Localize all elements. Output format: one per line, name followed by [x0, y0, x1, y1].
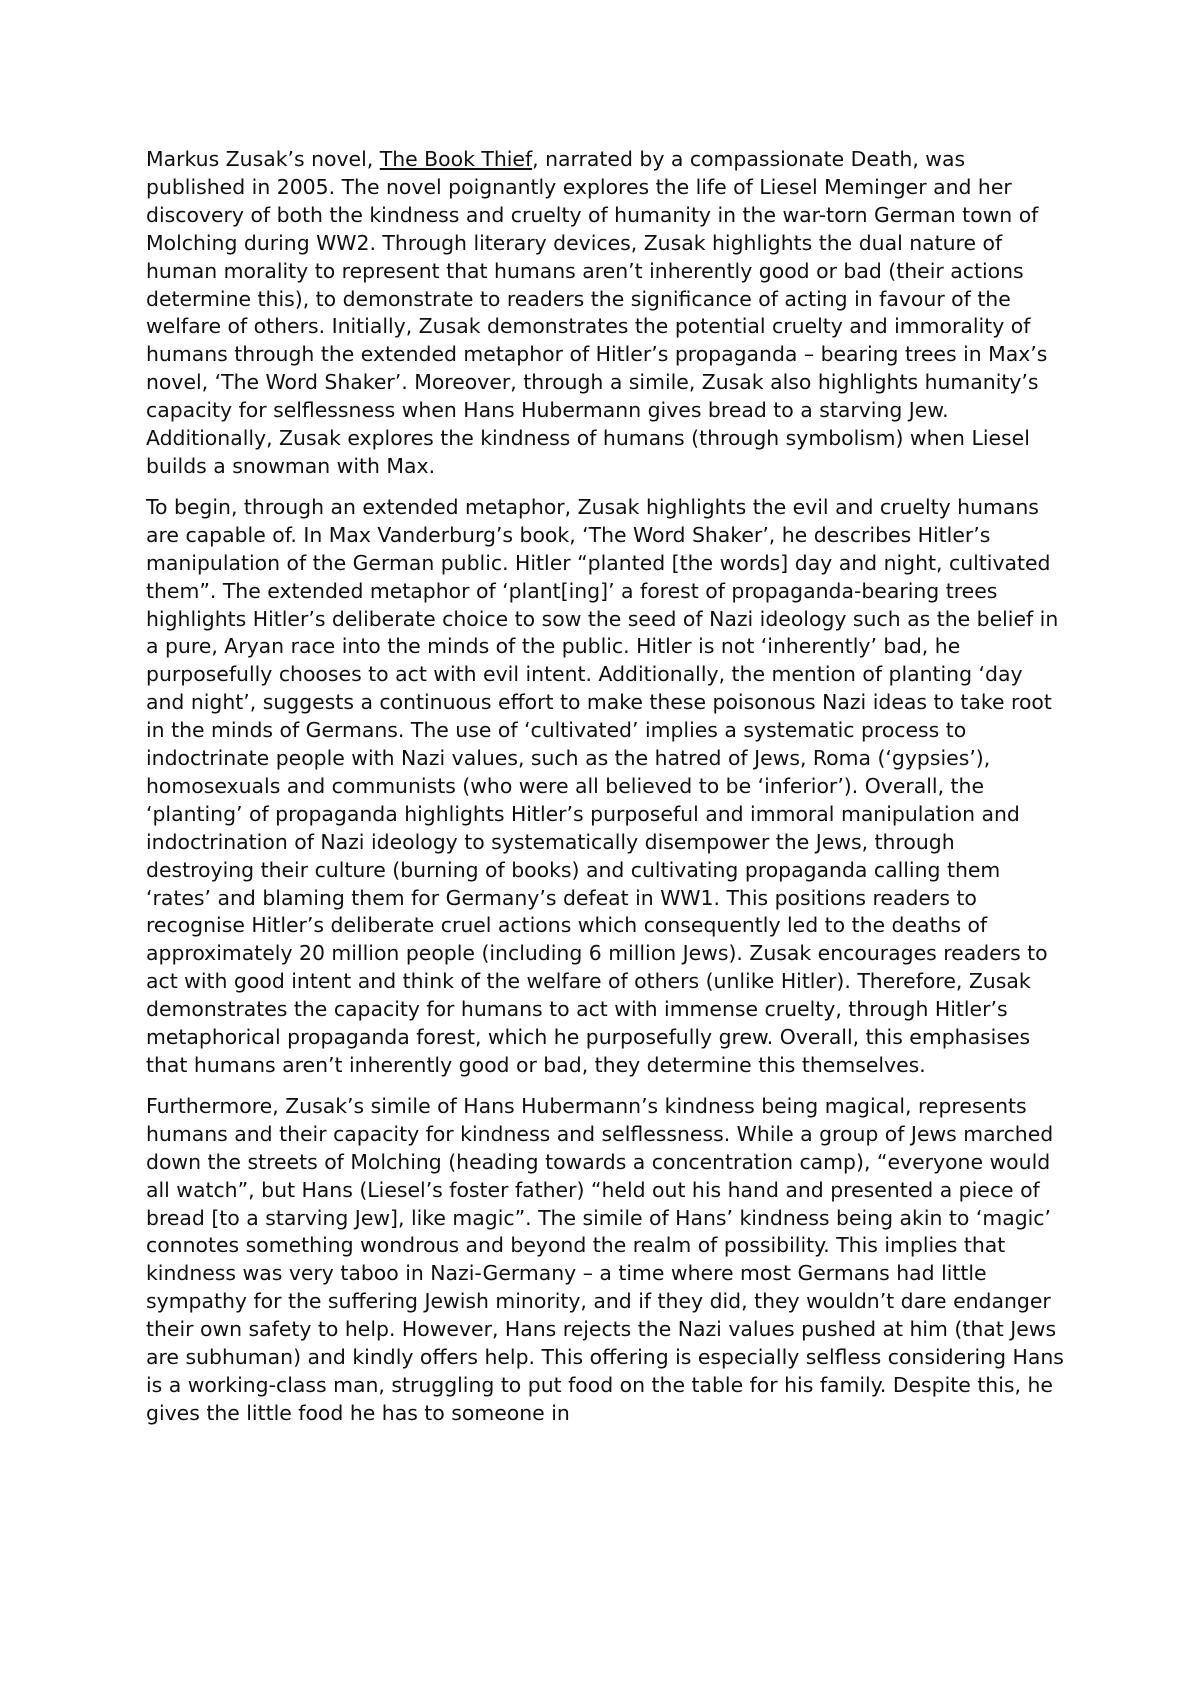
paragraph-introduction — [146, 146, 1066, 481]
paragraph-body-2: Furthermore, Zusak’s simile of Hans Hubermann’s kindness being magical, represents humans and their capacity for kindness and selflessness. While a group of Jews marched down the streets of Molching (heading towards a concentration camp), “everyone would all watch”, but Hans (Liesel’s foster father) “held out his hand and presented a piece of bread [to a starving Jew], like magic”. The simile of Hans’ kindness being akin to ‘magic’ connotes something wondrous and beyond the realm of possibility. This implies that kindness was very taboo in Nazi-Germany – a time where most Germans had little sympathy for the suffering Jewish minority, and if they did, they wouldn’t dare endanger their own safety to help. However, Hans rejects the Nazi values pushed at him (that Jews are subhuman) and kindly offers help. This offering is especially selfless considering Hans is a working-class man, struggling to put food on the table for his family. Despite this, he gives the little food he has to someone in — [146, 1093, 1064, 1425]
paragraph-text: , narrated by a compassionate Death, was published in 2005. The novel poignantly explores the life of Liesel Meminger and her discovery of both the kindness and cruelty of humanity in the war-torn German town of Molching during WW2. Through literary devices, Zusak highlights the dual nature of human morality to represent that humans aren’t inherently good or bad (their actions determine this), to demonstrate to readers the significance of acting in favour of the welfare of others. Initially, Zusak demonstrates the potential cruelty and immorality of humans through the extended metaphor of Hitler’s propaganda – bearing trees in Max’s novel, ‘The Word Shaker’. Moreover, through a simile, Zusak also highlights humanity’s capacity for selflessness when Hans Hubermann gives bread to a starving Jew. Additionally, Zusak explores the kindness of humans (through symbolism) when Liesel builds a snowman with Max. — [146, 147, 1048, 478]
document-body — [146, 146, 1066, 1441]
book-title: The Book Thief — [379, 147, 533, 171]
paragraph-body-1: To begin, through an extended metaphor, Zusak highlights the evil and cruelty humans are capable of. In Max Vanderburg’s book, ‘The Word Shaker’, he describes Hitler’s manipulation of the German public. Hitler “planted [the words] day and night, cultivated them”. The extended metaphor of ‘plant[ing]’ a forest of propaganda-bearing trees highlights Hitler’s deliberate choice to sow the seed of Nazi ideology such as the belief in a pure, Aryan race into the minds of the public. Hitler is not ‘inherently’ bad, he purposefully chooses to act with evil intent. Additionally, the mention of planting ‘day and night’, suggests a continuous effort to make these poisonous Nazi ideas to take root in the minds of Germans. The use of ‘cultivated’ implies a systematic process to indoctrinate people with Nazi values, such as the hatred of Jews, Roma (‘gypsies’), homosexuals and communists (who were all believed to be ‘inferior’). Overall, the ‘planting’ of propaganda highlights Hitler’s purposeful and immoral manipulation and indoctrination of Nazi ideology to systematically disempower the Jews, through destroying their culture (burning of books) and cultivating propaganda calling them ‘rates’ and blaming them for Germany’s defeat in WW1. This positions readers to recognise Hitler’s deliberate cruel actions which consequently led to the deaths of approximately 20 million people (including 6 million Jews). Zusak encourages readers to act with good intent and think of the welfare of others (unlike Hitler). Therefore, Zusak demonstrates the capacity for humans to act with immense cruelty, through Hitler’s metaphorical propaganda forest, which he purposefully grew. Overall, this emphasises that humans aren’t inherently good or bad, they determine this themselves. — [146, 494, 1059, 1077]
paragraph-text: Markus Zusak’s novel, — [146, 147, 380, 171]
